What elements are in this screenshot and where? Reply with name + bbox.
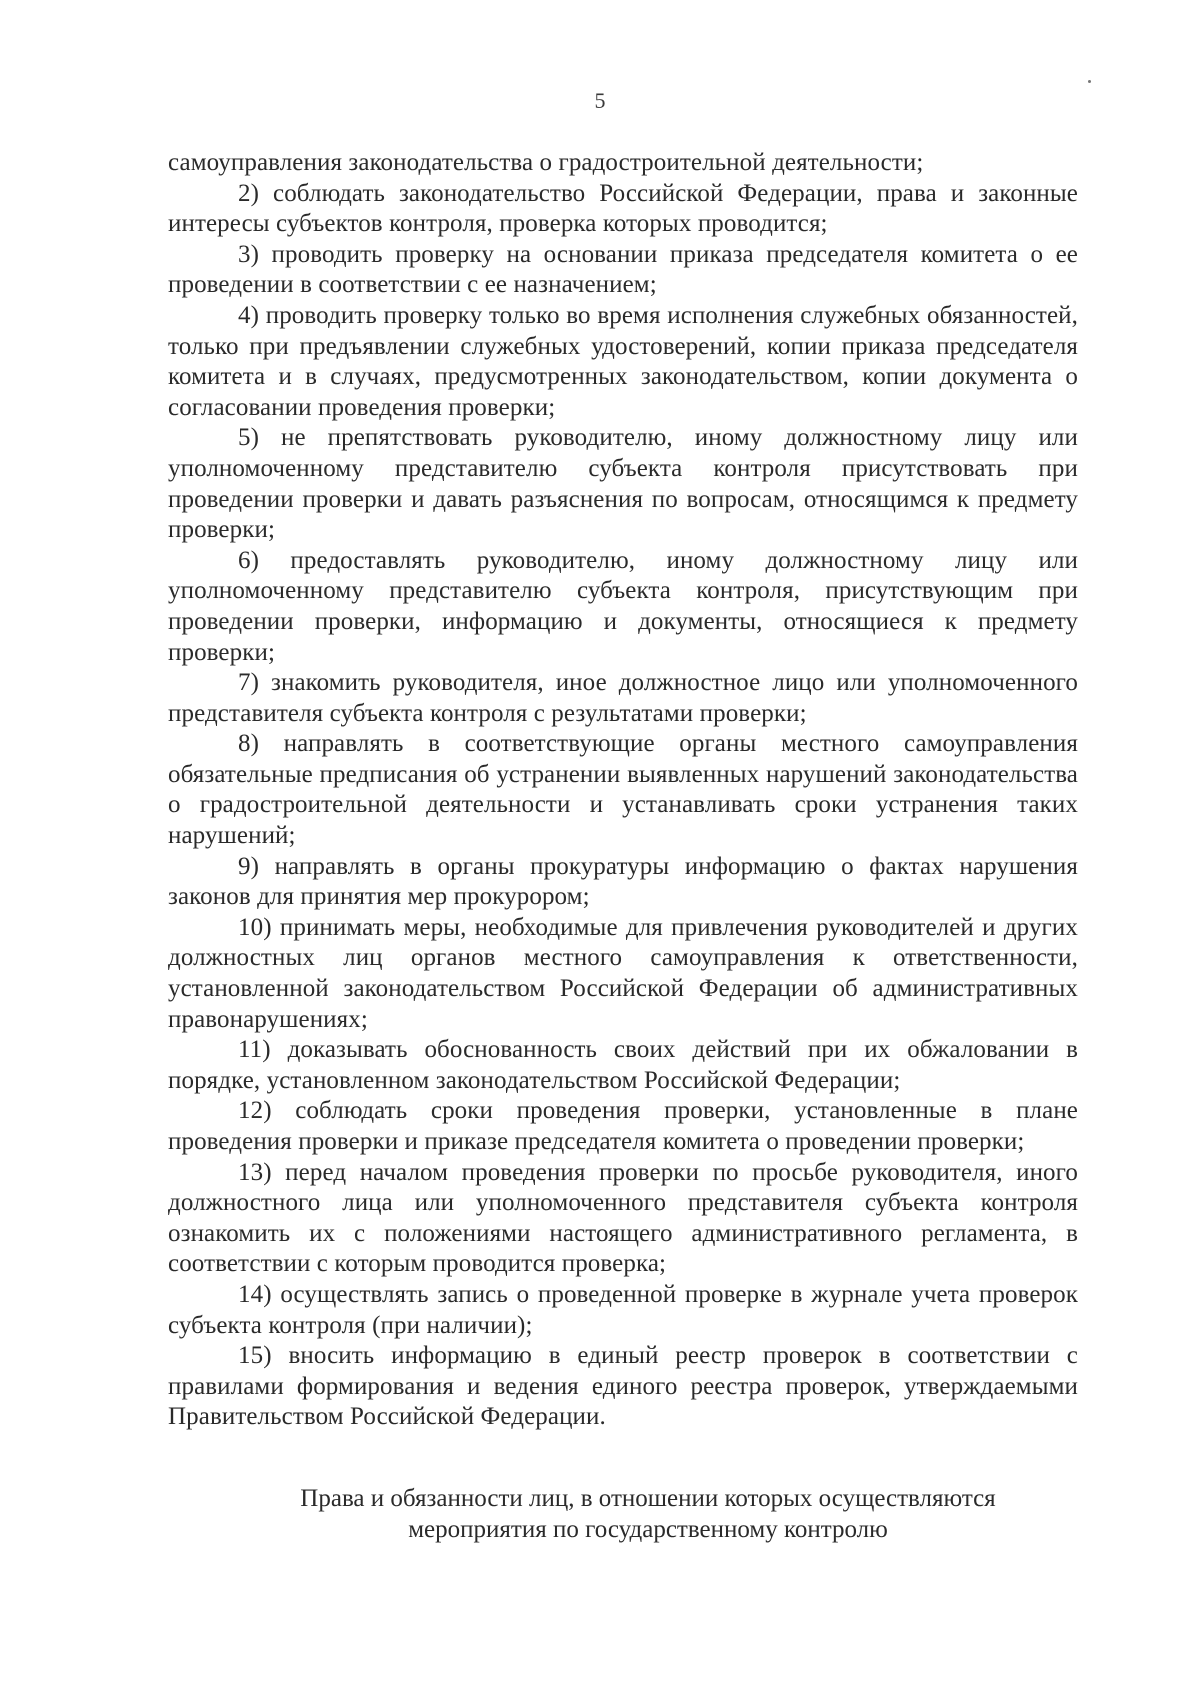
section-heading-line-1: Права и обязанности лиц, в отношении которых осуществляются [300,1485,996,1512]
list-item-13: 13) перед началом проведения проверки по просьбе руководителя, иного должностного лица или уполномоченного представителя субъекта контроля ознакомить их с положениями настоящего административного регламента, в соответствии с которым проводится проверка; [168,1158,1078,1278]
list-item-9: 9) направлять в органы прокуратуры информацию о фактах нарушения законов для принятия мер прокурором; [168,852,1078,911]
list-item-12: 12) соблюдать сроки проведения проверки, установленные в плане проведения проверки и приказе председателя комитета о проведении проверки; [168,1097,1078,1155]
list-item-6: 6) предоставлять руководителю, иному должностному лицу или уполномоченному представителю субъекта контроля, присутствующим при проведении проверки, информацию и документы, относящиеся к предмету проверки; [168,546,1078,666]
body-text [168,148,1078,1433]
section-heading-line-2: мероприятия по государственному контролю [408,1516,888,1543]
list-item-15: 15) вносить информацию в единый реестр проверок в соответствии с правилами формирования и ведения единого реестра проверок, утверждаемыми Правительством Российской Федерации. [168,1342,1078,1431]
list-item-5: 5) не препятствовать руководителю, иному должностному лицу или уполномоченному представителю субъекта контроля присутствовать при проведении проверки и давать разъяснения по вопросам, относящимся к предмету проверки; [168,424,1078,544]
list-item-10: 10) принимать меры, необходимые для привлечения руководителей и других должностных лиц органов местного самоуправления к ответственности, установленной законодательством Российской Федерации об административных правонарушениях; [168,913,1078,1033]
section-heading [168,1483,1078,1545]
opening-line: самоуправления законодательства о градостроительной деятельности; [168,149,924,176]
list-item-8: 8) направлять в соответствующие органы местного самоуправления обязательные предписания об устранении выявленных нарушений законодательства о градостроительной деятельности и устанавливать сроки устранения таких нарушений; [168,730,1078,850]
list-item-14: 14) осуществлять запись о проведенной проверке в журнале учета проверок субъекта контроля (при наличии); [168,1280,1078,1339]
list-item-3: 3) проводить проверку на основании приказа председателя комитета о ее проведении в соответствии с ее назначением; [168,240,1078,299]
list-item-4: 4) проводить проверку только во время исполнения служебных обязанностей, только при предъявлении служебных удостоверений, копии приказа председателя комитета и в случаях, предусмотренных законодательством, копии документа о согласовании проведения проверки; [168,301,1078,421]
list-item-2: 2) соблюдать законодательство Российской Федерации, права и законные интересы субъектов контроля, проверка которых проводится; [168,179,1078,238]
list-item-11: 11) доказывать обоснованность своих действий при их обжаловании в порядке, установленном законодательством Российской Федерации; [168,1036,1078,1094]
page-number: 5 [594,88,606,113]
list-item-7: 7) знакомить руководителя, иное должностное лицо или уполномоченного представителя субъекта контроля с результатами проверки; [168,669,1078,727]
scan-speck [1088,80,1091,83]
